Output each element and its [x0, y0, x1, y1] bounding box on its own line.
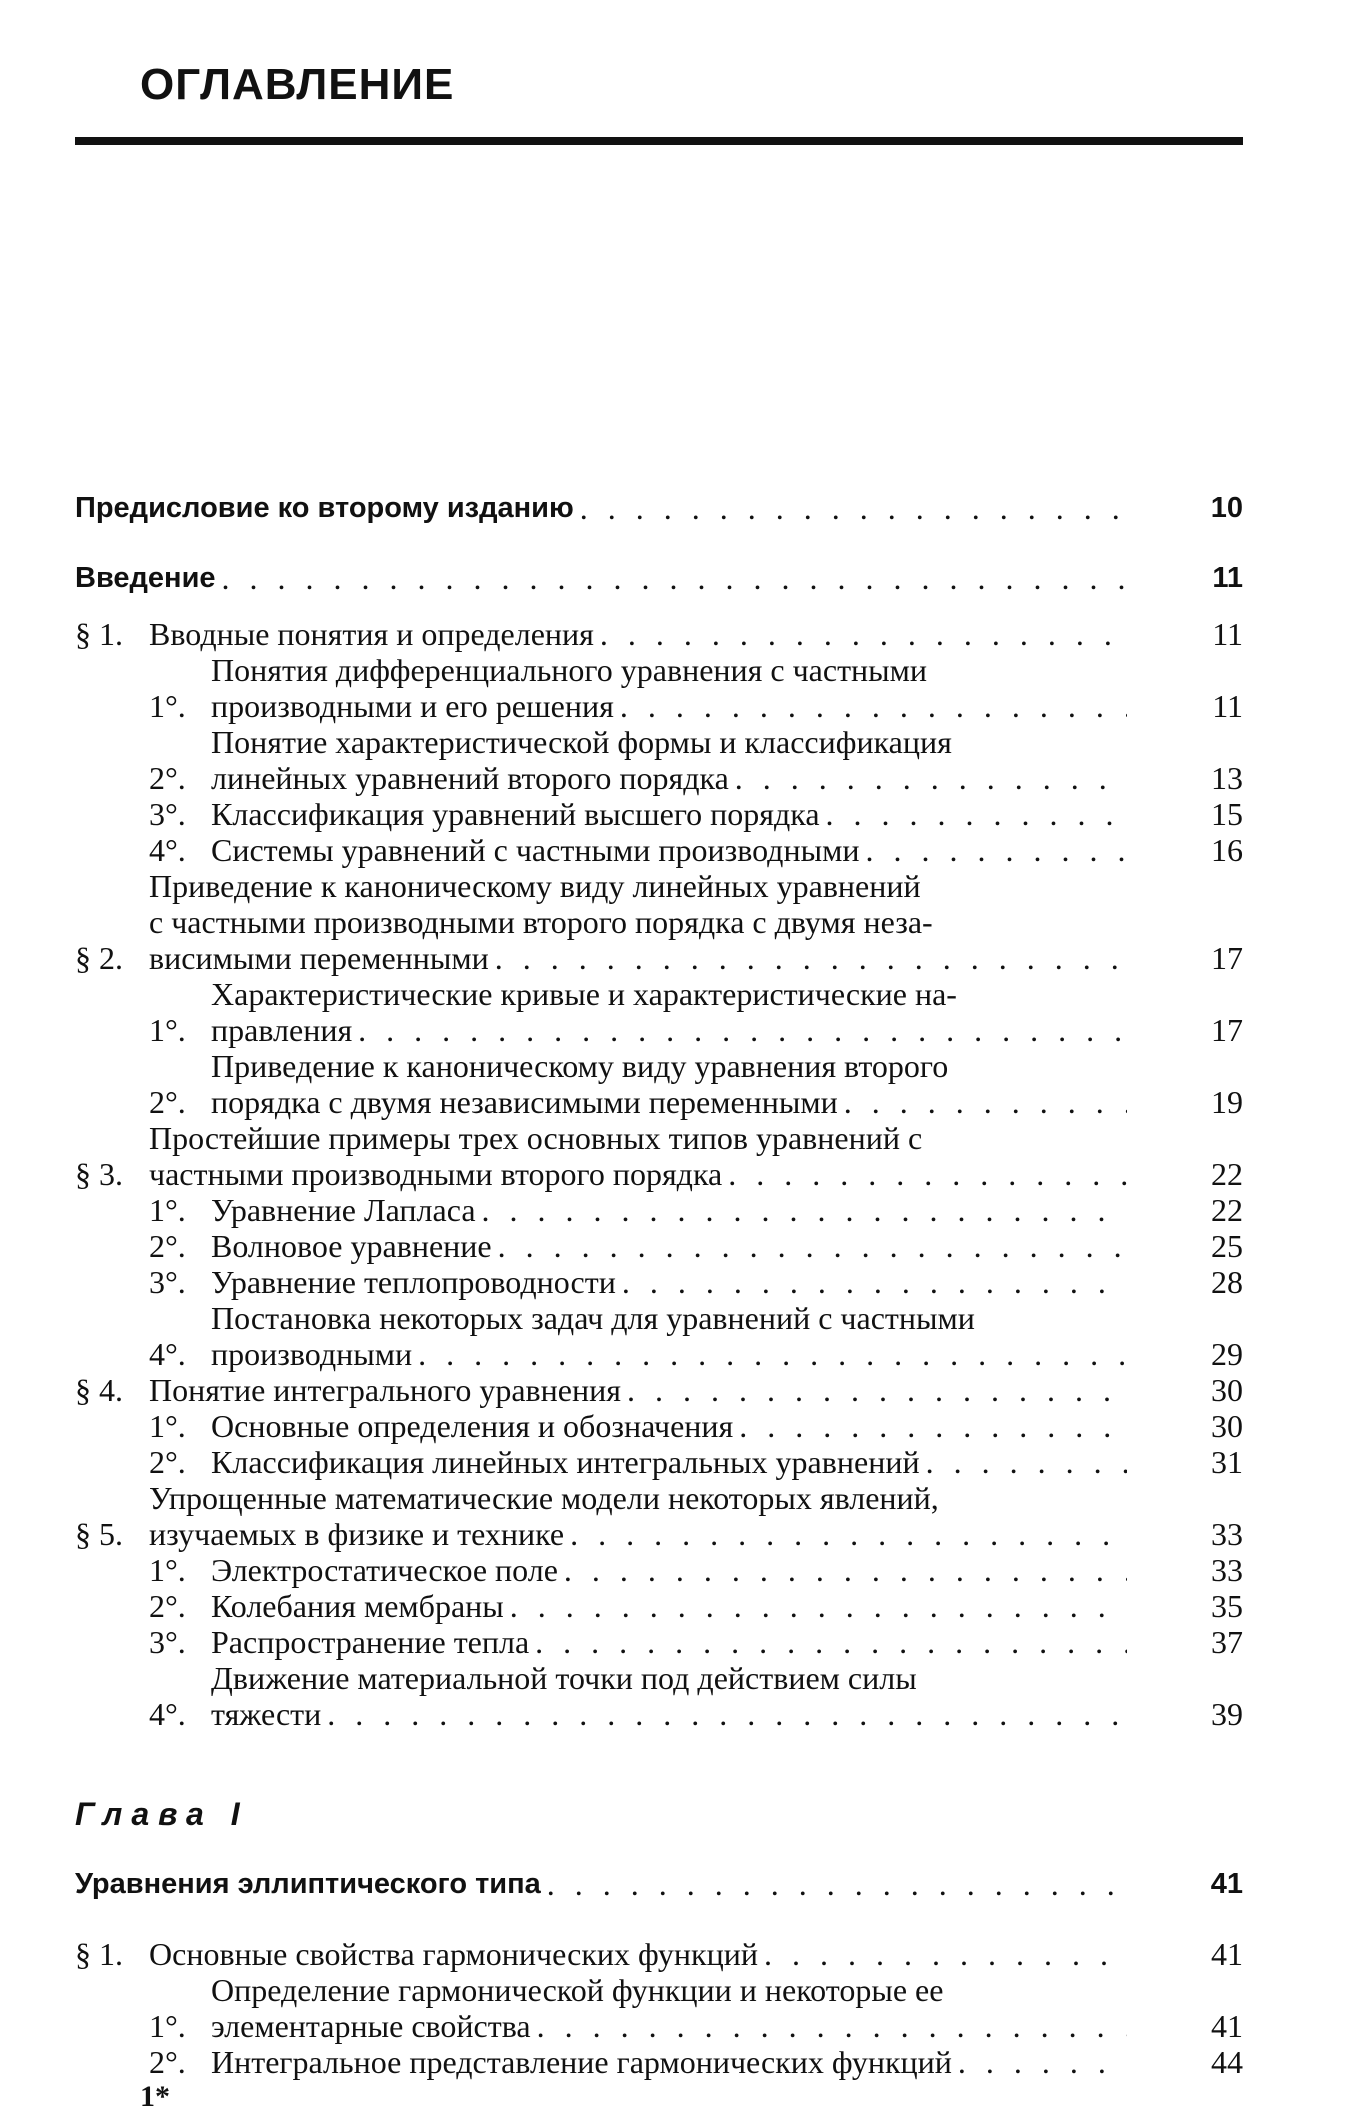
page-number: 30 [1211, 1372, 1243, 1408]
subsection-entry [75, 724, 1243, 796]
section-number: § 2. [75, 940, 123, 976]
subsection-number: 3°. [149, 1264, 186, 1300]
page-number: 41 [1211, 1936, 1243, 1972]
subsection-title-line: Приведение к каноническому виду уравнения второго [211, 1048, 949, 1084]
chapter-title-entry [75, 1866, 1243, 1902]
leader-dots [482, 1192, 1127, 1228]
subsection-title-line: элементарные свойства [211, 2008, 531, 2044]
subsection-number: 1°. [149, 1552, 186, 1588]
page-number: 41 [1211, 2008, 1243, 2044]
section-number: § 1. [75, 1936, 123, 1972]
subsection-title-line: порядка с двумя независимыми переменными [211, 1084, 838, 1120]
table-of-contents [75, 490, 1243, 2080]
signature-mark: 1* [140, 2080, 170, 2113]
subsection-entry [75, 652, 1243, 724]
subsection-entry [75, 1300, 1243, 1372]
leader-dots [865, 832, 1127, 868]
page-number: 29 [1211, 1336, 1243, 1372]
subsection-entry [75, 1408, 1243, 1444]
subsection-number: 2°. [149, 1444, 186, 1480]
subsection-number: 2°. [149, 760, 186, 796]
leader-dots [537, 2008, 1127, 2044]
subsection-number: 4°. [149, 1696, 186, 1732]
subsection-entry [75, 1624, 1243, 1660]
leader-dots [510, 1588, 1127, 1624]
page-number: 37 [1211, 1624, 1243, 1660]
section-number: § 1. [75, 616, 123, 652]
section-number: § 4. [75, 1372, 123, 1408]
section-entry [75, 1372, 1243, 1408]
page-number: 17 [1211, 940, 1243, 976]
subsection-title-line: Постановка некоторых задач для уравнений с частными [211, 1300, 975, 1336]
subsection-title-line: линейных уравнений второго порядка [211, 760, 729, 796]
section-entry [75, 868, 1243, 976]
page-number: 41 [1210, 1868, 1243, 1900]
subsection-number: 4°. [149, 1336, 186, 1372]
subsection-entry [75, 1048, 1243, 1120]
page-number: 15 [1211, 796, 1243, 832]
leader-dots [600, 616, 1127, 652]
leader-dots [564, 1552, 1127, 1588]
subsection-number: 1°. [149, 1012, 186, 1048]
subsection-title-line: Волновое уравнение [211, 1228, 492, 1264]
page-number: 19 [1211, 1084, 1243, 1120]
section-title-line: Вводные понятия и определения [149, 616, 594, 652]
page-number: 17 [1211, 1012, 1243, 1048]
subsection-title-line: производными и его решения [211, 688, 614, 724]
chapter-label: Глава I [75, 1796, 249, 1832]
section-title-line: Основные свойства гармонических функций [149, 1936, 758, 1972]
front-matter-entry [75, 490, 1243, 526]
subsection-entry [75, 1588, 1243, 1624]
page-number: 22 [1211, 1192, 1243, 1228]
section-number: § 3. [75, 1156, 123, 1192]
section-title-line: с частными производными второго порядка с двумя неза- [149, 904, 933, 940]
page-title: ОГЛАВЛЕНИЕ [140, 60, 455, 109]
subsection-number: 2°. [149, 1084, 186, 1120]
leader-dots [327, 1696, 1127, 1732]
leader-dots [764, 1936, 1127, 1972]
section-title-line: изучаемых в физике и технике [149, 1516, 565, 1552]
subsection-entry [75, 796, 1243, 832]
page-number: 25 [1211, 1228, 1243, 1264]
subsection-title-line: Уравнение Лапласа [211, 1192, 476, 1228]
section-title-line: Простейшие примеры трех основных типов уравнений с [149, 1120, 923, 1156]
page-number: 13 [1211, 760, 1243, 796]
subsection-title-line: тяжести [211, 1696, 322, 1732]
leader-dots [844, 1084, 1127, 1120]
page-number: 35 [1211, 1588, 1243, 1624]
page-number: 31 [1211, 1444, 1243, 1480]
section-entry [75, 616, 1243, 652]
leader-dots [926, 1444, 1127, 1480]
section-title-line: Упрощенные математические модели некоторых явлений, [149, 1480, 939, 1516]
subsection-title-line: Уравнение теплопроводности [211, 1264, 616, 1300]
subsection-title-line: правления [211, 1012, 353, 1048]
leader-dots [498, 1228, 1127, 1264]
leader-dots [620, 688, 1127, 724]
leader-dots [622, 1264, 1127, 1300]
leader-dots [222, 560, 1127, 596]
subsection-entry [75, 2044, 1243, 2080]
front-matter-title-line: Предисловие ко второму изданию [75, 492, 574, 524]
subsection-title-line: Колебания мембраны [211, 1588, 504, 1624]
page-number: 11 [1212, 688, 1243, 724]
leader-dots [728, 1156, 1127, 1192]
section-title-line: Понятие интегрального уравнения [149, 1372, 621, 1408]
front-matter-title-line: Введение [75, 562, 216, 594]
leader-dots [826, 796, 1127, 832]
subsection-title-line: Понятие характеристической формы и классификация [211, 724, 952, 760]
subsection-title-line: Характеристические кривые и характеристические на- [211, 976, 957, 1012]
subsection-entry [75, 1192, 1243, 1228]
subsection-title-line: Движение материальной точки под действием силы [211, 1660, 917, 1696]
leader-dots [739, 1408, 1127, 1444]
subsection-number: 2°. [149, 2044, 186, 2080]
section-entry [75, 1936, 1243, 1972]
page-number: 39 [1211, 1696, 1243, 1732]
page-number: 11 [1212, 616, 1243, 652]
leader-dots [958, 2044, 1127, 2080]
page-number: 33 [1211, 1552, 1243, 1588]
subsection-entry [75, 1264, 1243, 1300]
section-title-line: висимыми переменными [149, 940, 489, 976]
subsection-title-line: Определение гармонической функции и некоторые ее [211, 1972, 944, 2008]
subsection-title-line: Электростатическое поле [211, 1552, 558, 1588]
subsection-number: 1°. [149, 2008, 186, 2044]
leader-dots [627, 1372, 1127, 1408]
leader-dots [580, 490, 1127, 526]
subsection-number: 1°. [149, 1408, 186, 1444]
subsection-number: 3°. [149, 796, 186, 832]
subsection-entry [75, 832, 1243, 868]
leader-dots [535, 1624, 1127, 1660]
page-number: 28 [1211, 1264, 1243, 1300]
subsection-entry [75, 1228, 1243, 1264]
page-number: 30 [1211, 1408, 1243, 1444]
subsection-entry [75, 1972, 1243, 2044]
title-rule [75, 137, 1243, 145]
section-number: § 5. [75, 1516, 123, 1552]
page-number: 11 [1212, 562, 1243, 594]
page-number: 33 [1211, 1516, 1243, 1552]
subsection-title-line: Распространение тепла [211, 1624, 530, 1660]
subsection-title-line: Классификация уравнений высшего порядка [211, 796, 820, 832]
section-entry [75, 1120, 1243, 1192]
section-entry [75, 1480, 1243, 1552]
section-title-line: частными производными второго порядка [149, 1156, 723, 1192]
leader-dots [495, 940, 1127, 976]
subsection-entry [75, 1552, 1243, 1588]
subsection-number: 4°. [149, 832, 186, 868]
subsection-entry [75, 1444, 1243, 1480]
subsection-title-line: Понятия дифференциального уравнения с частными [211, 652, 928, 688]
leader-dots [547, 1866, 1127, 1902]
subsection-entry [75, 1660, 1243, 1732]
page-number: 16 [1211, 832, 1243, 868]
section-title-line: Приведение к каноническому виду линейных уравнений [149, 868, 921, 904]
subsection-entry [75, 976, 1243, 1048]
leader-dots [418, 1336, 1127, 1372]
page-number: 22 [1211, 1156, 1243, 1192]
subsection-number: 2°. [149, 1228, 186, 1264]
subsection-number: 3°. [149, 1624, 186, 1660]
subsection-title-line: Основные определения и обозначения [211, 1408, 734, 1444]
subsection-title-line: Интегральное представление гармонических функций [211, 2044, 952, 2080]
subsection-title-line: производными [211, 1336, 413, 1372]
leader-dots [358, 1012, 1127, 1048]
page-number: 10 [1210, 492, 1243, 524]
chapter-title-title-line: Уравнения эллиптического типа [75, 1868, 541, 1900]
leader-dots [570, 1516, 1127, 1552]
front-matter-entry [75, 560, 1243, 596]
page-number: 44 [1211, 2044, 1243, 2080]
subsection-title-line: Системы уравнений с частными производными [211, 832, 860, 868]
subsection-number: 1°. [149, 688, 186, 724]
subsection-number: 1°. [149, 1192, 186, 1228]
subsection-title-line: Классификация линейных интегральных уравнений [211, 1444, 920, 1480]
subsection-number: 2°. [149, 1588, 186, 1624]
leader-dots [735, 760, 1127, 796]
